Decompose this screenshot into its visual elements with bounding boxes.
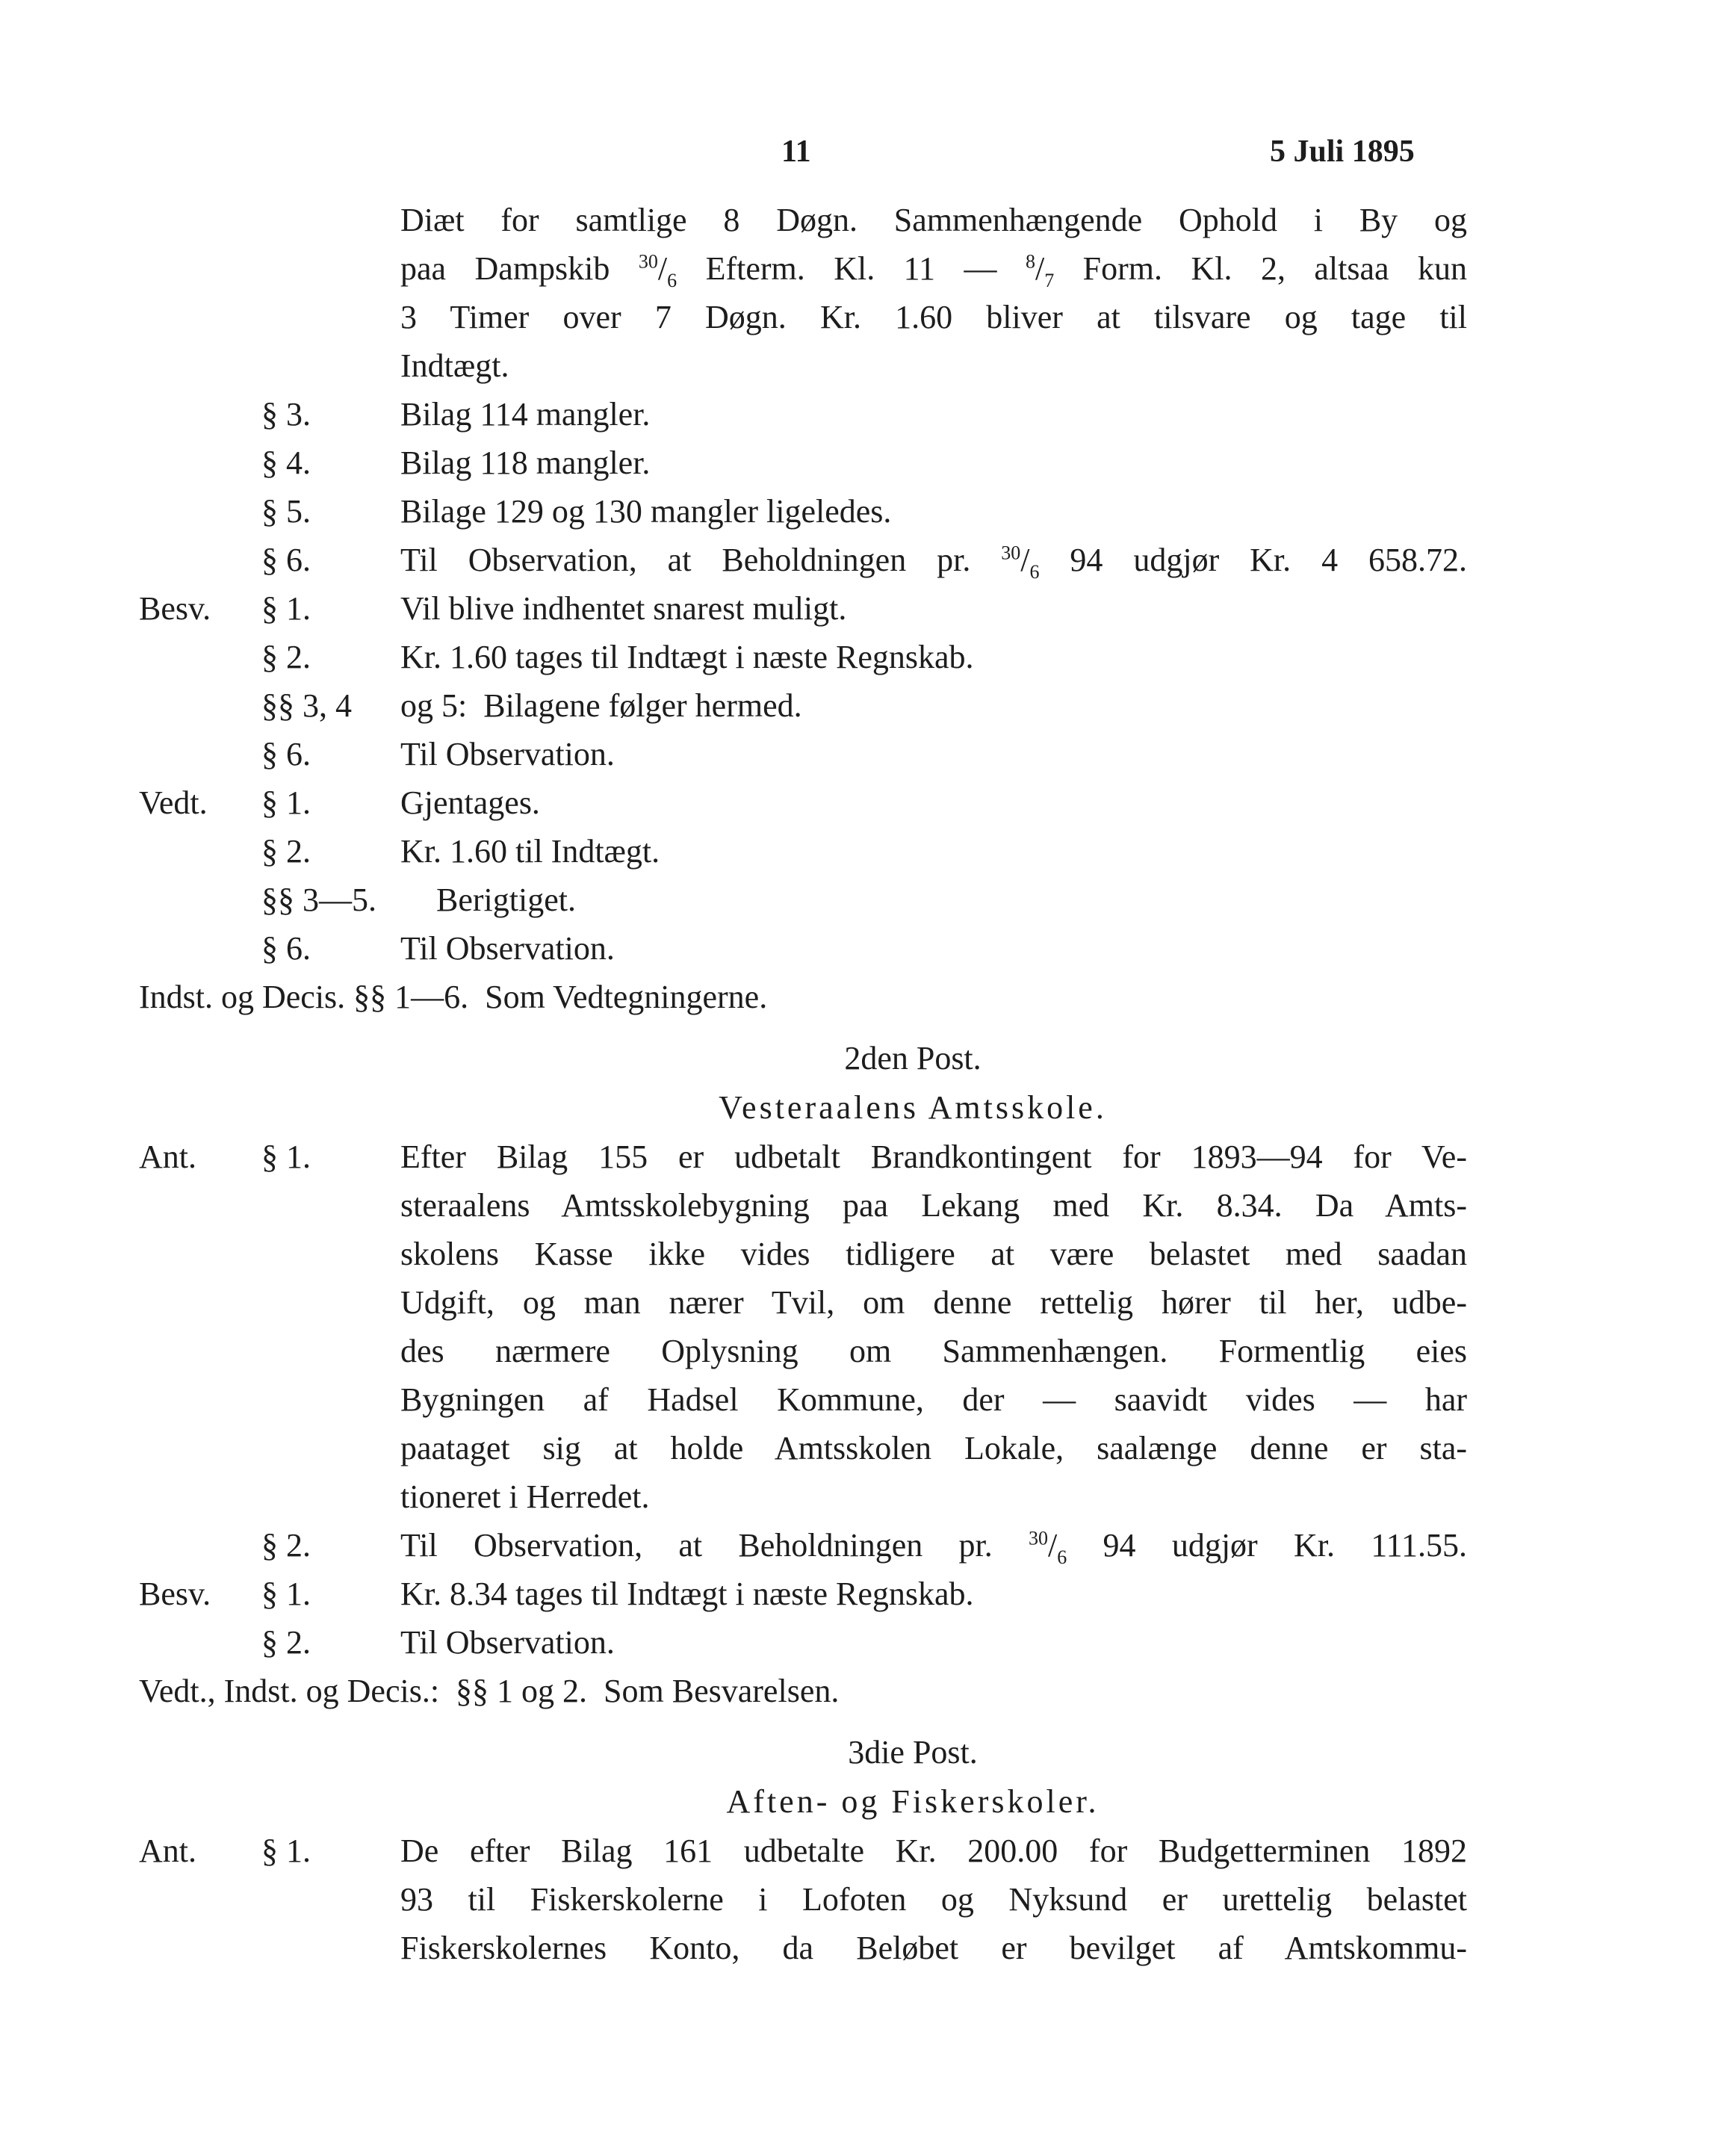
body-line: Efter Bilag 155 er udbetalt Brandkontingent for 1893—94 for Ve- (400, 1139, 1467, 1175)
section-number: § 6. (261, 542, 311, 578)
section-number: § 4. (261, 444, 311, 481)
body-line: Indtægt. (400, 347, 509, 384)
body-line: Fiskerskolernes Konto, da Beløbet er bevilget af Amtskommu- (400, 1930, 1467, 1966)
section-number: § 1. (261, 784, 311, 821)
section-text: og 5: Bilagene følger hermed. (400, 687, 802, 724)
section-text: Kr. 8.34 tages til Indtægt i næste Regnskab. (400, 1576, 974, 1612)
post-subtitle: Vesteraalens Amtsskole. (719, 1089, 1107, 1126)
body-text: Efterm. Kl. 11 — (705, 250, 1026, 287)
body-line: skolens Kasse ikke vides tidligere at være belastet med saadan (400, 1236, 1467, 1272)
section-text: Til Observation. (400, 1624, 615, 1661)
fraction-denominator: 7 (1044, 269, 1055, 291)
ant-label: Ant. (139, 1139, 196, 1175)
fraction-denominator: 6 (1029, 560, 1040, 583)
body-text: Form. Kl. 2, altsaa kun (1082, 250, 1468, 287)
section-number: § 1. (261, 1833, 311, 1869)
body-line: paataget sig at holde Amtsskolen Lokale, saalænge denne er sta- (400, 1430, 1467, 1466)
body-line: Bygningen af Hadsel Kommune, der — saavidt vides — har (400, 1381, 1467, 1418)
vedt-label: Vedt. (139, 784, 208, 821)
section-text: Kr. 1.60 til Indtægt. (400, 833, 660, 870)
body-line: 3 Timer over 7 Døgn. Kr. 1.60 bliver at tilsvare og tage til (400, 299, 1467, 335)
section-text: Til Observation, at Beholdningen pr. $^{30}/_6$ 94 udgjør Kr. 4 658.72. (400, 542, 1467, 583)
section-number: § 1. (261, 1576, 311, 1612)
fraction-numerator: 30 (1001, 542, 1021, 564)
section-text: Bilage 129 og 130 mangler ligeledes. (400, 493, 892, 530)
section-number: § 2. (261, 1624, 311, 1661)
fraction-denominator: 6 (1057, 1546, 1067, 1568)
vedt-indst-decis-line: Vedt., Indst. og Decis.: §§ 1 og 2. Som Besvarelsen. (139, 1673, 840, 1709)
fraction-numerator: 8 (1025, 250, 1035, 273)
section-number: § 5. (261, 493, 311, 530)
body-text: Til Observation, at Beholdningen pr. (400, 1527, 1029, 1564)
section-number: § 2. (261, 833, 311, 870)
body-line: tioneret i Herredet. (400, 1478, 650, 1515)
post-title: 3die Post. (848, 1734, 978, 1771)
body-line: Udgift, og man nærer Tvil, om denne rettelig hører til her, udbe- (400, 1284, 1467, 1321)
body-line: Diæt for samtlige 8 Døgn. Sammenhængende Ophold i By og (400, 202, 1467, 238)
section-number: § 1. (261, 1139, 311, 1175)
section-number: § 2. (261, 1527, 311, 1564)
section-number: § 6. (261, 930, 311, 967)
section-number: §§ 3, 4 (261, 687, 352, 724)
fraction-denominator: 6 (667, 269, 677, 291)
post-subtitle: Aften- og Fiskerskoler. (726, 1783, 1100, 1820)
body-line: De efter Bilag 161 udbetalte Kr. 200.00 for Budgetterminen 1892 (400, 1833, 1467, 1869)
body-line: steraalens Amtsskolebygning paa Lekang med Kr. 8.34. Da Amts- (400, 1187, 1467, 1224)
besv-label: Besv. (139, 1576, 211, 1612)
section-text: Bilag 114 mangler. (400, 396, 651, 433)
section-number: §§ 3—5. (261, 882, 376, 918)
besv-label: Besv. (139, 590, 211, 627)
body-text: paa Dampskib (400, 250, 639, 287)
page-date: 5 Juli 1895 (1270, 134, 1415, 169)
section-text: Kr. 1.60 tages til Indtægt i næste Regnskab. (400, 639, 974, 675)
section-text: Vil blive indhentet snarest muligt. (400, 590, 847, 627)
body-line: paa Dampskib $^{30}/_6$ Efterm. Kl. 11 — $^8/_7$ Form. Kl. 2, altsaa kun (400, 250, 1468, 291)
ant-label: Ant. (139, 1833, 196, 1869)
section-text: Til Observation. (400, 930, 615, 967)
section-number: § 1. (261, 590, 311, 627)
body-text: Til Observation, at Beholdningen pr. (400, 542, 1002, 578)
section-text: Til Observation. (400, 736, 615, 772)
body-text: 94 udgjør Kr. 4 658.72. (1039, 542, 1467, 578)
page-number: 11 (781, 134, 811, 169)
fraction-numerator: 30 (1029, 1527, 1049, 1549)
post-title: 2den Post. (844, 1040, 982, 1077)
section-number: § 6. (261, 736, 311, 772)
section-text: Bilag 118 mangler. (400, 444, 651, 481)
body-line: des nærmere Oplysning om Sammenhængen. Formentlig eies (400, 1333, 1467, 1369)
section-text: Gjentages. (400, 784, 540, 821)
section-number: § 2. (261, 639, 311, 675)
body-text: 94 udgjør Kr. 111.55. (1067, 1527, 1467, 1564)
section-number: § 3. (261, 396, 311, 433)
body-line: 93 til Fiskerskolerne i Lofoten og Nyksund er urettelig belastet (400, 1881, 1467, 1918)
section-text: Berigtiget. (436, 882, 576, 918)
indst-decis-line: Indst. og Decis. §§ 1—6. Som Vedtegningerne. (139, 979, 768, 1015)
fraction-numerator: 30 (638, 250, 658, 273)
section-text: Til Observation, at Beholdningen pr. $^{30}/_6$ 94 udgjør Kr. 111.55. (400, 1527, 1467, 1568)
